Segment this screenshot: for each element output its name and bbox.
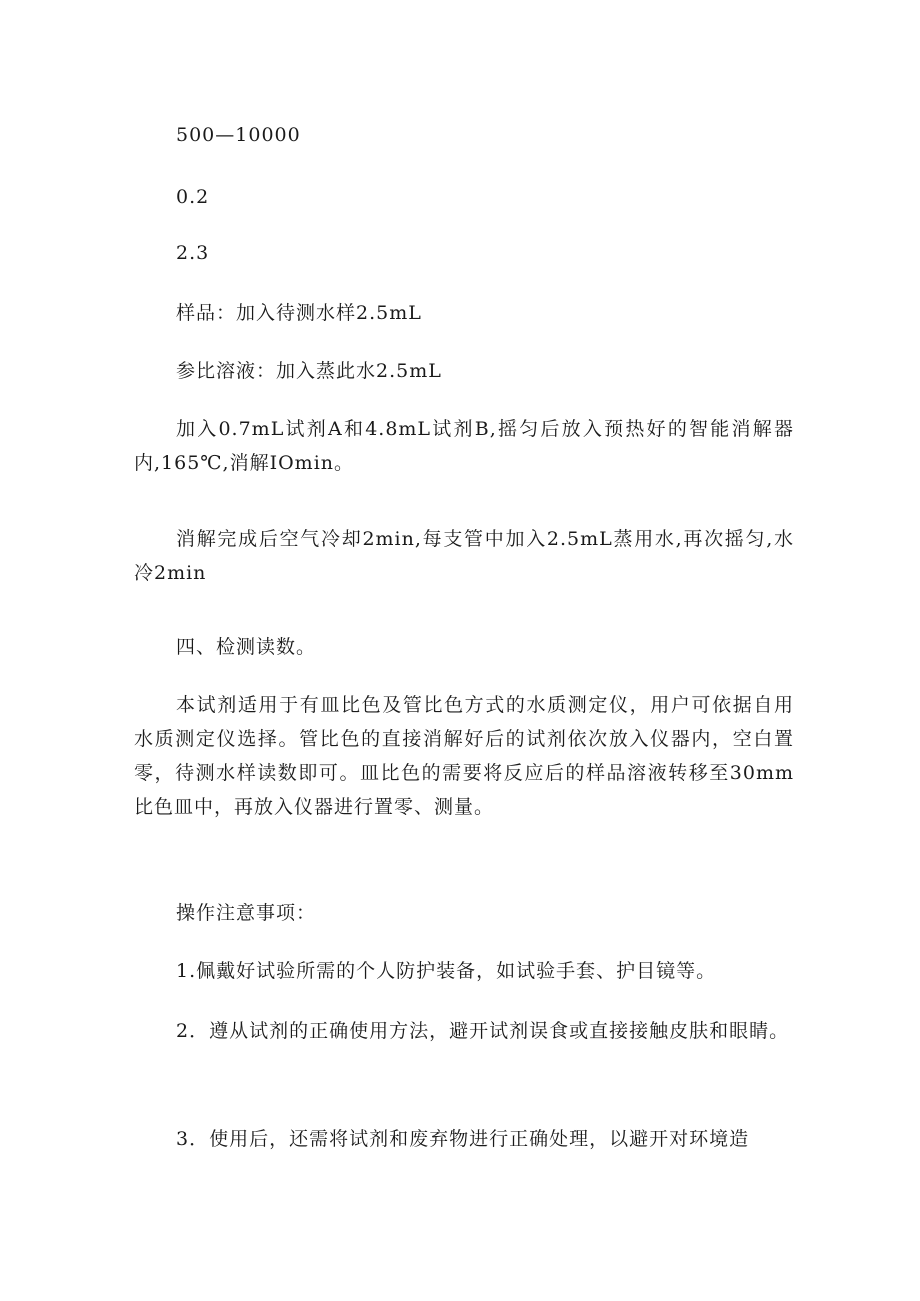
range-value-line: 500—10000	[176, 124, 301, 146]
precaution-item: 3．使用后，还需将试剂和废弃物进行正确处理，以避开对环境造	[176, 1128, 750, 1150]
cooling-paragraph: 消解完成后空气冷却2min,每支管中加入2.5mL蒸用水,再次摇匀,水冷2min	[134, 528, 794, 584]
precautions-heading: 操作注意事项：	[176, 902, 317, 924]
precaution-item: 1.佩戴好试验所需的个人防护装备，如试验手套、护目镜等。	[176, 960, 717, 982]
reference-solution-paragraph: 参比溶液：加入蒸此水2.5mL	[176, 360, 442, 382]
detection-paragraph: 本试剂适用于有皿比色及管比色方式的水质测定仪，用户可依据自用水质测定仪选择。管比色的直接消解好后的试剂依次放入仪器内，空白置零，待测水样读数即可。皿比色的需要将反应后的样品溶液转移至30mm比色皿中，再放入仪器进行置零、测量。	[134, 694, 794, 818]
section-heading: 四、检测读数。	[176, 636, 317, 658]
value-line: 0.2	[176, 186, 210, 208]
sample-paragraph: 样品：加入待测水样2.5mL	[176, 302, 422, 324]
value-line: 2.3	[176, 242, 210, 264]
precaution-item: 2．遵从试剂的正确使用方法，避开试剂误食或直接接触皮肤和眼睛。	[176, 1020, 790, 1042]
reagent-paragraph: 加入0.7mL试剂A和4.8mL试剂B,摇匀后放入预热好的智能消解器内,165℃,消解IOmin。	[134, 418, 794, 474]
